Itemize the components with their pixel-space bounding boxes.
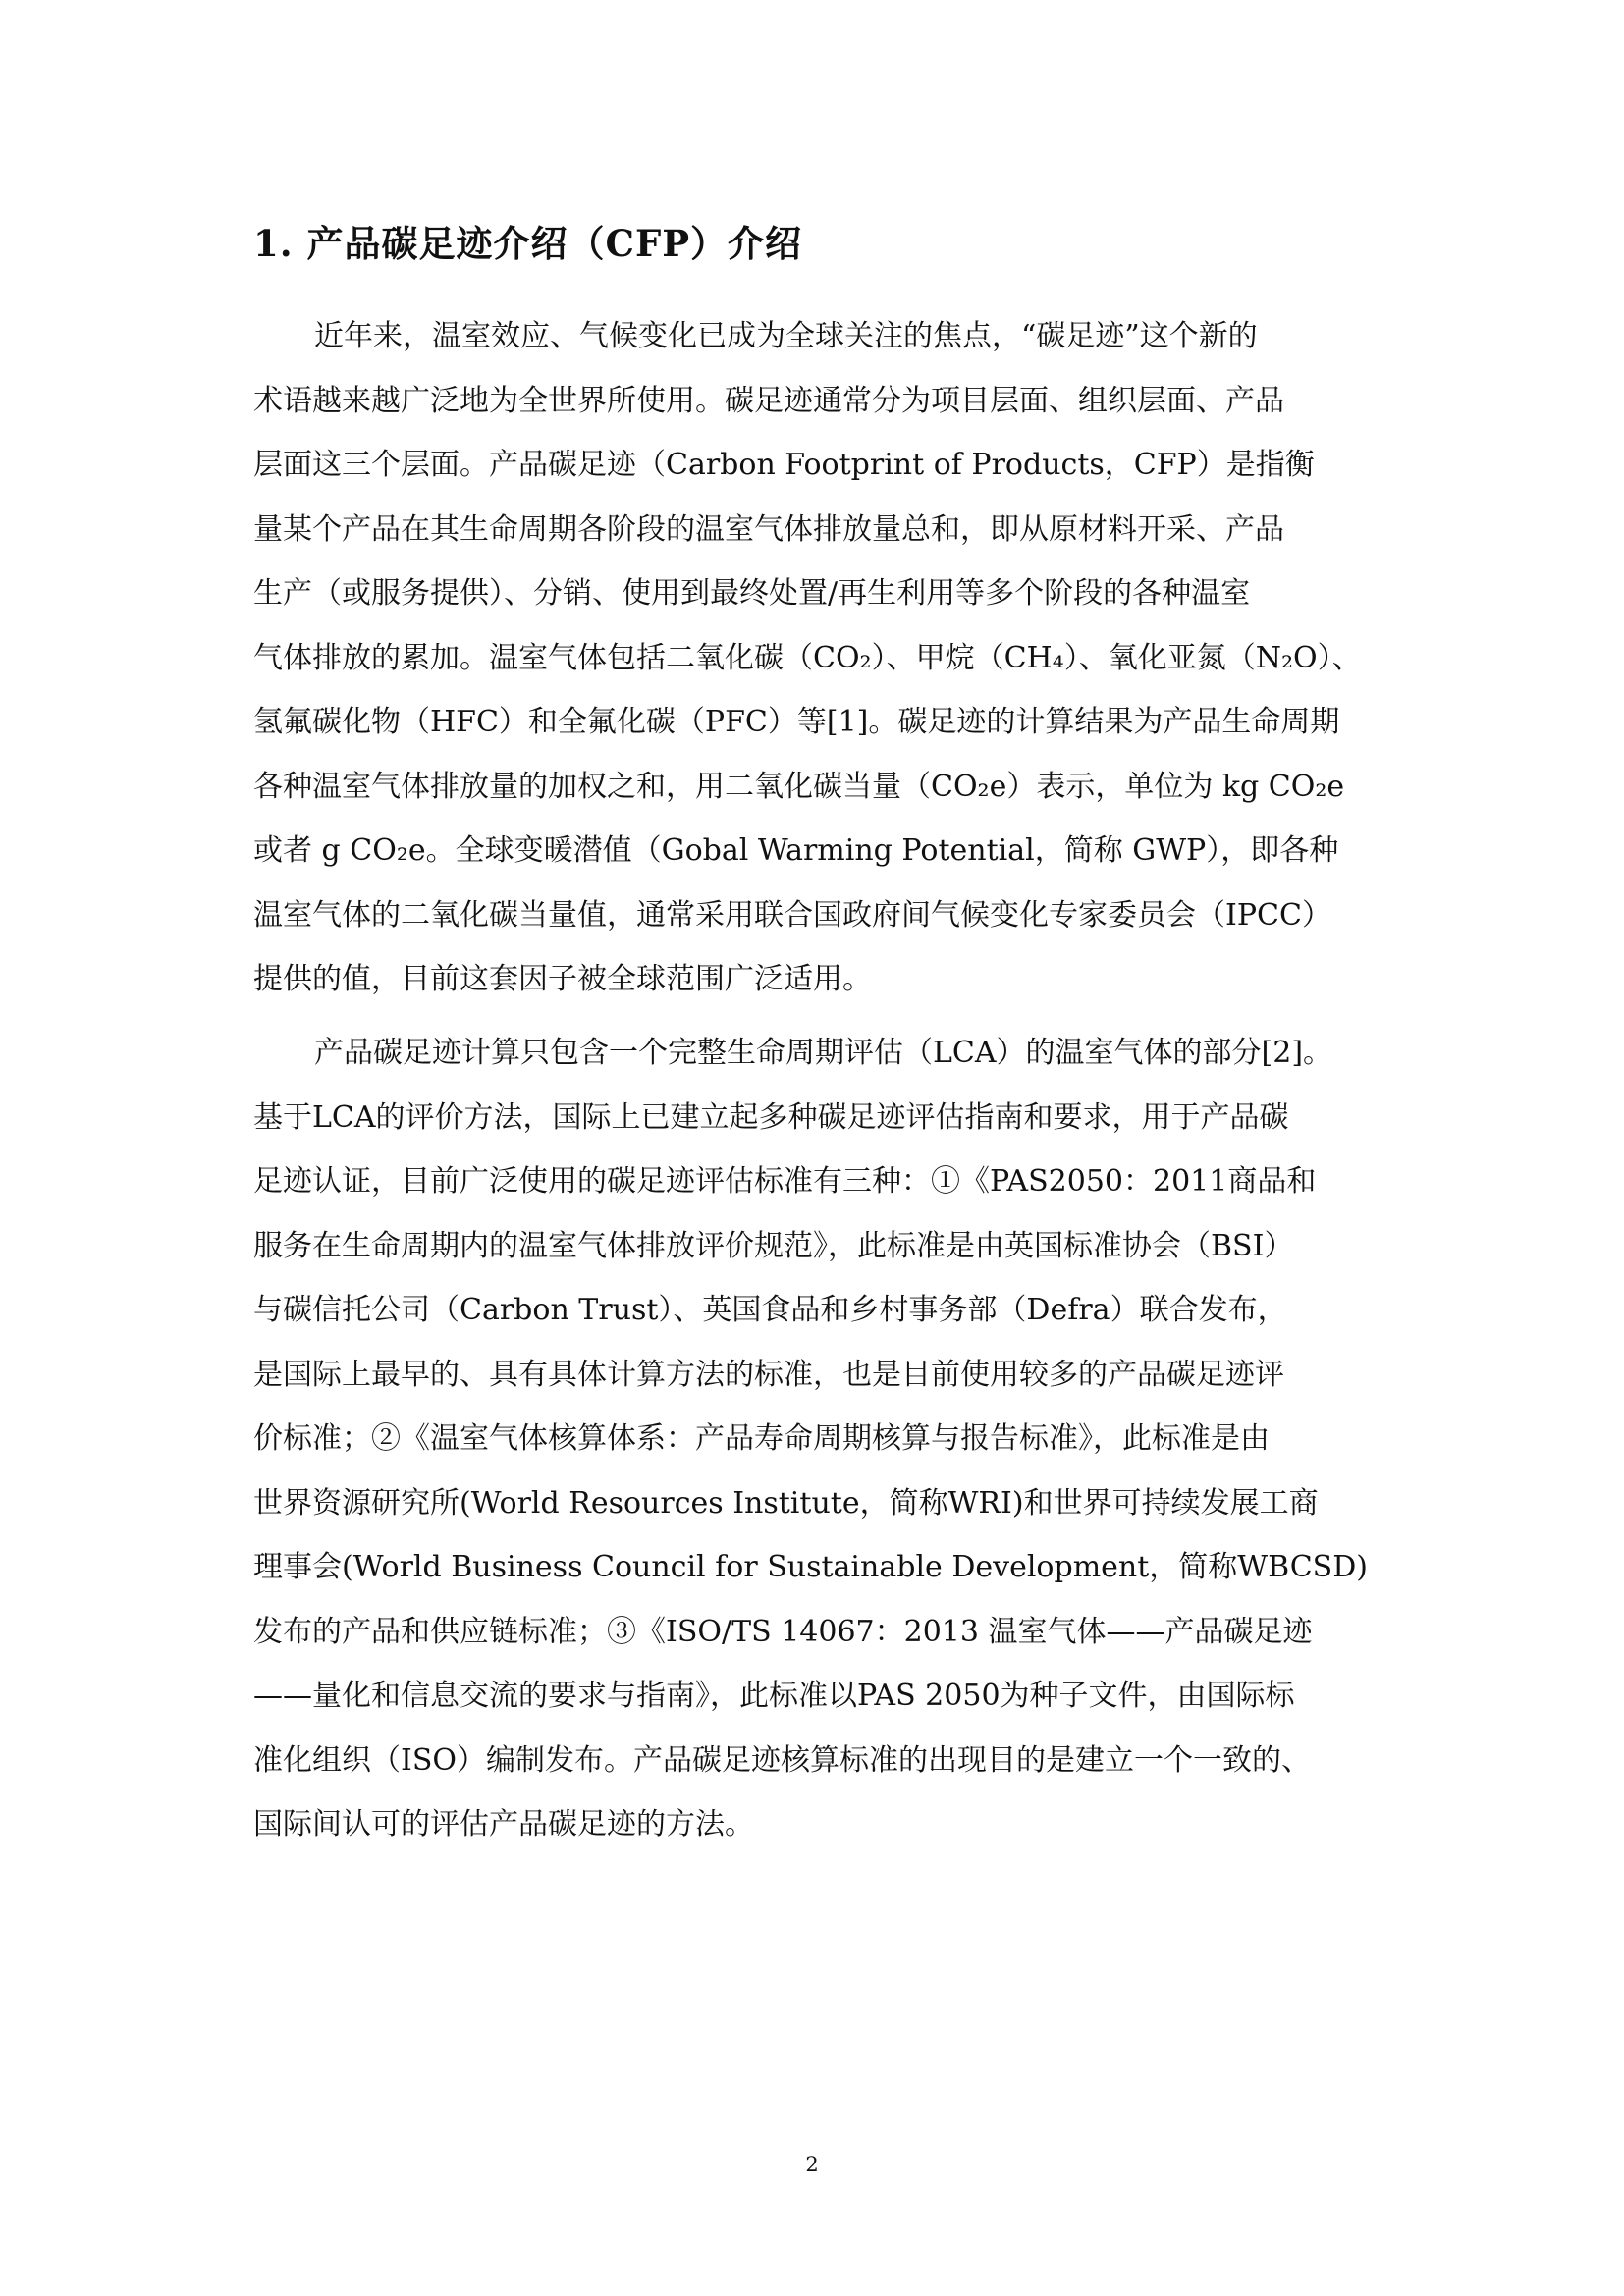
paragraph-line: 产品碳足迹计算只包含一个完整生命周期评估（LCA）的温室气体的部分[2]。 <box>314 1036 1333 1070</box>
paragraph-line: 生产（或服务提供）、分销、使用到最终处置/再生利用等多个阶段的各种温室 <box>253 576 1251 611</box>
paragraph-line: 氢氟碳化物（HFC）和全氟化碳（PFC）等[1]。碳足迹的计算结果为产品生命周期 <box>253 705 1340 739</box>
paragraph-1 <box>253 304 1392 1012</box>
paragraph-line: 发布的产品和供应链标准；③《ISO/TS 14067：2013 温室气体——产品碳足迹 <box>253 1614 1313 1649</box>
paragraph-line: 气体排放的累加。温室气体包括二氧化碳（CO₂）、甲烷（CH₄）、氧化亚氮（N₂O）、 <box>253 640 1362 675</box>
paragraph-line: 各种温室气体排放量的加权之和，用二氧化碳当量（CO₂e）表示，单位为 kg CO₂e <box>253 769 1345 804</box>
paragraph-line: 层面这三个层面。产品碳足迹（Carbon Footprint of Products，CFP）是指衡 <box>253 448 1315 482</box>
page-number: 2 <box>805 2153 819 2176</box>
paragraph-line: 或者 g CO₂e。全球变暖潜值（Gobal Warming Potential，简称 GWP），即各种 <box>253 833 1339 868</box>
paragraph-line: 术语越来越广泛地为全世界所使用。碳足迹通常分为项目层面、组织层面、产品 <box>253 383 1284 418</box>
paragraph-line: 提供的值，目前这套因子被全球范围广泛适用。 <box>253 962 872 996</box>
paragraph-line: 是国际上最早的、具有具体计算方法的标准，也是目前使用较多的产品碳足迹评 <box>253 1357 1284 1392</box>
paragraph-line: 价标准；②《温室气体核算体系：产品寿命周期核算与报告标准》，此标准是由 <box>253 1421 1270 1456</box>
paragraph-2 <box>253 1021 1392 1857</box>
paragraph-line: 足迹认证，目前广泛使用的碳足迹评估标准有三种：①《PAS2050：2011商品和 <box>253 1164 1317 1199</box>
paragraph-line: 理事会(World Business Council for Sustainable Development，简称WBCSD) <box>253 1550 1368 1584</box>
paragraph-line: 世界资源研究所(World Resources Institute，简称WRI)和世界可持续发展工商 <box>253 1485 1319 1521</box>
paragraph-line: 近年来，温室效应、气候变化已成为全球关注的焦点，“碳足迹”这个新的 <box>314 319 1258 353</box>
paragraph-line: 量某个产品在其生命周期各阶段的温室气体排放量总和，即从原材料开采、产品 <box>253 511 1284 547</box>
paragraph-line: 基于LCA的评价方法，国际上已建立起多种碳足迹评估指南和要求，用于产品碳 <box>253 1099 1289 1135</box>
paragraph-line: ——量化和信息交流的要求与指南》，此标准以PAS 2050为种子文件，由国际标 <box>253 1679 1295 1713</box>
paragraph-line: 温室气体的二氧化碳当量值，通常采用联合国政府间气候变化专家委员会（IPCC） <box>253 897 1331 933</box>
paragraph-line: 准化组织（ISO）编制发布。产品碳足迹核算标准的出现目的是建立一个一致的、 <box>253 1742 1311 1778</box>
paragraph-line: 服务在生命周期内的温室气体排放评价规范》，此标准是由英国标准协会（BSI） <box>253 1228 1294 1263</box>
section-heading: 1. 产品碳足迹介绍（CFP）介绍 <box>253 222 803 265</box>
paragraph-line: 国际间认可的评估产品碳足迹的方法。 <box>253 1807 754 1842</box>
paragraph-line: 与碳信托公司（Carbon Trust）、英国食品和乡村事务部（Defra）联合发布， <box>253 1293 1287 1327</box>
